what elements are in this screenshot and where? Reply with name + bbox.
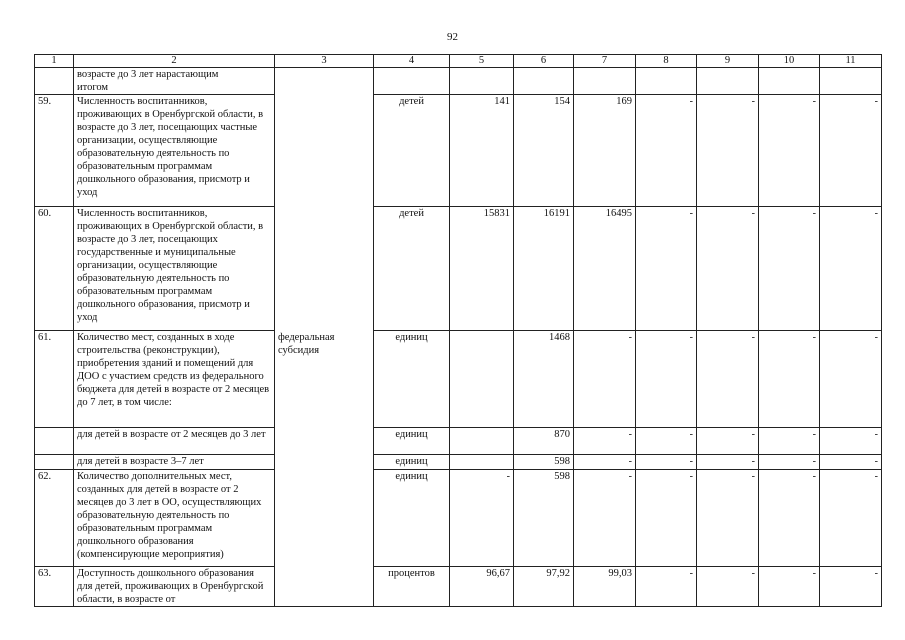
funding-source-cell xyxy=(275,207,374,331)
header-cell: 2 xyxy=(74,55,275,68)
row-value: - xyxy=(636,95,697,207)
row-unit: единиц xyxy=(374,470,450,567)
row-value xyxy=(450,68,514,95)
row-description: возрасте до 3 лет нарастающим итогом xyxy=(74,68,275,95)
row-unit: единиц xyxy=(374,455,450,470)
row-value xyxy=(574,68,636,95)
row-value: - xyxy=(759,95,820,207)
header-cell: 4 xyxy=(374,55,450,68)
row-index: 62. xyxy=(35,470,74,567)
row-unit: единиц xyxy=(374,331,450,428)
row-value: 598 xyxy=(514,455,574,470)
row-value: 141 xyxy=(450,95,514,207)
row-value: 97,92 xyxy=(514,567,574,607)
row-index xyxy=(35,455,74,470)
row-value: - xyxy=(574,428,636,455)
row-index: 59. xyxy=(35,95,74,207)
table-row xyxy=(35,68,882,95)
header-cell: 1 xyxy=(35,55,74,68)
row-value: 16191 xyxy=(514,207,574,331)
row-value: - xyxy=(636,455,697,470)
row-description: для детей в возрасте 3–7 лет xyxy=(74,455,275,470)
row-description: Количество мест, созданных в ходе строительства (реконструкции), приобретения зданий и помещений для ДОО с участием средств из федерального бюджета для детей в возрасте от 2 месяцев до 7 лет, в том числе: xyxy=(74,331,275,428)
row-value: - xyxy=(697,95,759,207)
funding-source-cell xyxy=(275,567,374,607)
row-value: - xyxy=(759,207,820,331)
row-value: - xyxy=(697,207,759,331)
row-value: - xyxy=(820,428,882,455)
row-unit: детей xyxy=(374,95,450,207)
row-value: - xyxy=(697,331,759,428)
header-cell: 6 xyxy=(514,55,574,68)
row-value: - xyxy=(636,207,697,331)
row-value: - xyxy=(697,470,759,567)
row-value xyxy=(759,68,820,95)
row-description: Доступность дошкольного образования для детей, проживающих в Оренбургской области, в возрасте от xyxy=(74,567,275,607)
row-value: - xyxy=(574,470,636,567)
row-index: 60. xyxy=(35,207,74,331)
row-value: - xyxy=(636,331,697,428)
table-row xyxy=(35,428,882,455)
row-value: 169 xyxy=(574,95,636,207)
table-row xyxy=(35,455,882,470)
funding-source-cell xyxy=(275,68,374,95)
funding-source-cell xyxy=(275,455,374,470)
funding-source-cell xyxy=(275,428,374,455)
row-unit: процентов xyxy=(374,567,450,607)
row-value xyxy=(820,68,882,95)
header-cell: 9 xyxy=(697,55,759,68)
row-value: - xyxy=(759,567,820,607)
table-row xyxy=(35,95,882,207)
row-value: - xyxy=(697,567,759,607)
row-value: - xyxy=(574,455,636,470)
header-cell: 8 xyxy=(636,55,697,68)
row-value xyxy=(450,455,514,470)
row-value xyxy=(450,428,514,455)
row-value: 598 xyxy=(514,470,574,567)
funding-source-cell xyxy=(275,470,374,567)
row-description: Количество дополнительных мест, созданных для детей в возрасте от 2 месяцев до 3 лет в ОО, осуществляющих образовательную деятельность по образовательным программам дошкольного образования (компенсирующие мероприятия) xyxy=(74,470,275,567)
row-value: - xyxy=(759,331,820,428)
row-index xyxy=(35,68,74,95)
row-value xyxy=(636,68,697,95)
row-value: - xyxy=(759,455,820,470)
table-row xyxy=(35,331,882,428)
row-index: 63. xyxy=(35,567,74,607)
row-value: 870 xyxy=(514,428,574,455)
funding-source-cell xyxy=(275,95,374,207)
row-value: - xyxy=(574,331,636,428)
row-value: - xyxy=(697,455,759,470)
page-number: 92 xyxy=(447,31,458,43)
row-value: - xyxy=(636,567,697,607)
row-value: - xyxy=(636,428,697,455)
row-unit: единиц xyxy=(374,428,450,455)
row-value: - xyxy=(820,207,882,331)
row-value: 154 xyxy=(514,95,574,207)
row-value: - xyxy=(697,428,759,455)
row-value: 99,03 xyxy=(574,567,636,607)
row-value: - xyxy=(636,470,697,567)
table-row xyxy=(35,567,882,607)
row-value: - xyxy=(820,95,882,207)
header-cell: 11 xyxy=(820,55,882,68)
row-description: Численность воспитанников, проживающих в Оренбургской области, в возрасте до 3 лет, посещающих частные организации, осуществляющие образовательную деятельность по образовательным программам дошкольного образования, присмотр и уход xyxy=(74,95,275,207)
table-row xyxy=(35,207,882,331)
header-row xyxy=(35,55,882,68)
row-value xyxy=(450,331,514,428)
row-value xyxy=(514,68,574,95)
row-description: Численность воспитанников, проживающих в Оренбургской области, в возрасте до 3 лет, посещающих государственные и муниципальные организации, осуществляющие образовательную деятельность по образовательным программам дошкольного образования, присмотр и уход xyxy=(74,207,275,331)
row-value: 1468 xyxy=(514,331,574,428)
row-index xyxy=(35,428,74,455)
row-unit: детей xyxy=(374,207,450,331)
header-cell: 10 xyxy=(759,55,820,68)
row-value: - xyxy=(820,567,882,607)
row-value: - xyxy=(759,428,820,455)
row-value: 15831 xyxy=(450,207,514,331)
row-description: для детей в возрасте от 2 месяцев до 3 лет xyxy=(74,428,275,455)
funding-source-label: федеральная субсидия xyxy=(275,331,374,428)
table-row xyxy=(35,470,882,567)
row-unit xyxy=(374,68,450,95)
header-cell: 5 xyxy=(450,55,514,68)
row-value: 96,67 xyxy=(450,567,514,607)
row-value: - xyxy=(820,331,882,428)
row-index: 61. xyxy=(35,331,74,428)
row-value: 16495 xyxy=(574,207,636,331)
row-value: - xyxy=(450,470,514,567)
row-value: - xyxy=(820,455,882,470)
header-cell: 7 xyxy=(574,55,636,68)
indicators-table xyxy=(34,54,882,607)
row-value: - xyxy=(759,470,820,567)
row-value xyxy=(697,68,759,95)
header-cell: 3 xyxy=(275,55,374,68)
row-value: - xyxy=(820,470,882,567)
